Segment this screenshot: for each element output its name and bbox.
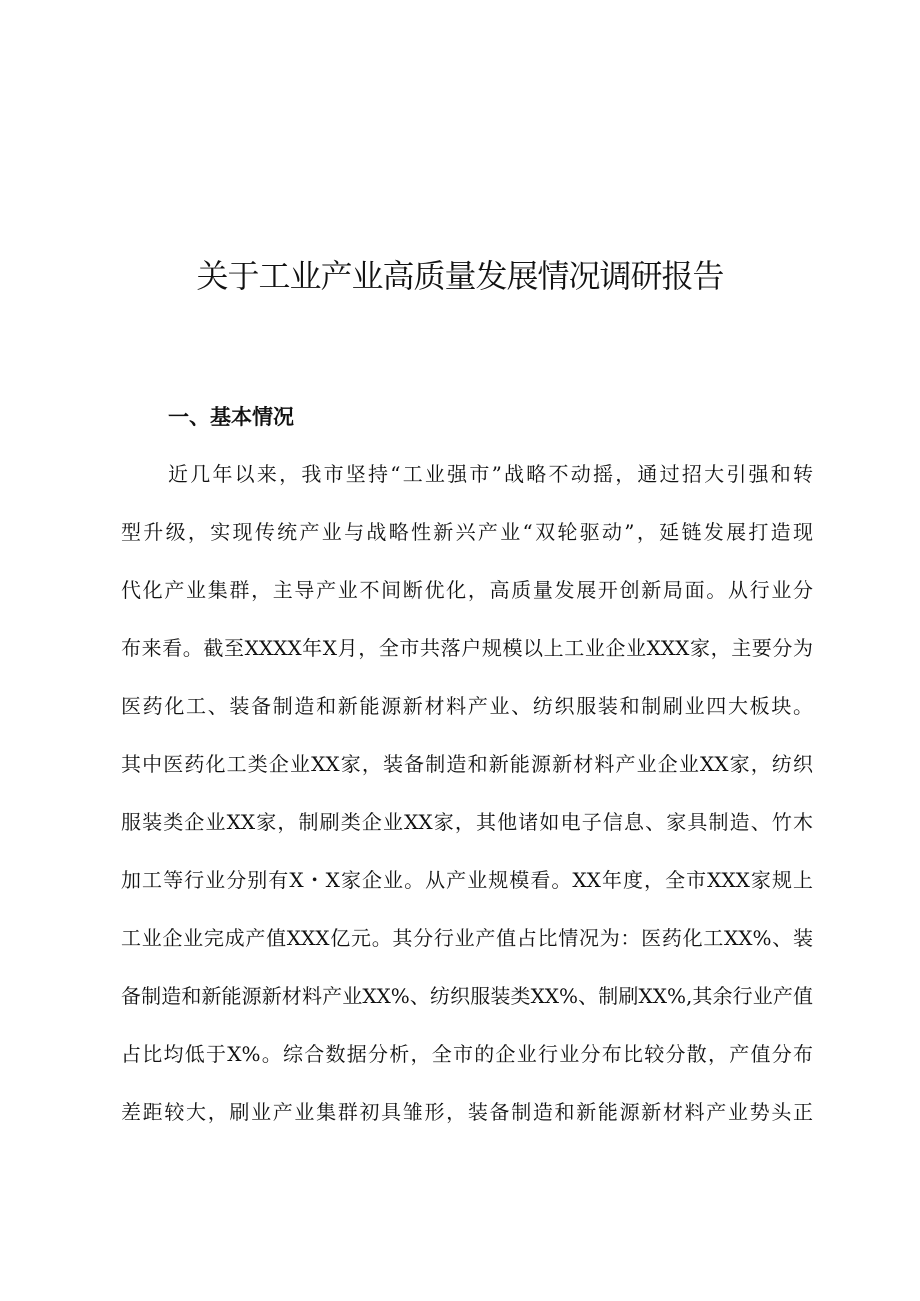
paragraph-line: 加工等行业分别有X・X家企业。从产业规模看。XX年度，全市XXX家规上 xyxy=(121,868,813,892)
paragraph-line: 医药化工、装备制造和新能源新材料产业、纺织服装和制刷业四大板块。 xyxy=(121,694,813,718)
section-heading: 一、基本情况 xyxy=(168,405,294,429)
paragraph-line: 差距较大，刷业产业集群初具雏形，装备制造和新能源新材料产业势头正 xyxy=(121,1100,813,1124)
document-title: 关于工业产业高质量发展情况调研报告 xyxy=(196,257,724,295)
paragraph-line: 工业企业完成产值XXX亿元。其分行业产值占比情况为：医药化工XX%、装 xyxy=(121,926,813,950)
paragraph-line: 占比均低于X%。综合数据分析，全市的企业行业分布比较分散，产值分布 xyxy=(121,1042,813,1066)
paragraph-line: 布来看。截至XXXX年X月，全市共落户规模以上工业企业XXX家，主要分为 xyxy=(121,636,813,660)
paragraph-line: 其中医药化工类企业XX家，装备制造和新能源新材料产业企业XX家，纺织 xyxy=(121,752,813,776)
paragraph-line: 代化产业集群，主导产业不间断优化，高质量发展开创新局面。从行业分 xyxy=(121,578,813,602)
paragraph-line: 近几年以来，我市坚持“工业强市”战略不动摇，通过招大引强和转 xyxy=(168,462,813,486)
paragraph-line: 备制造和新能源新材料产业XX%、纺织服装类XX%、制刷XX%,其余行业产值 xyxy=(121,984,813,1008)
paragraph-line: 型升级，实现传统产业与战略性新兴产业“双轮驱动”，延链发展打造现 xyxy=(121,520,813,544)
paragraph-line: 服装类企业XX家，制刷类企业XX家，其他诸如电子信息、家具制造、竹木 xyxy=(121,810,813,834)
